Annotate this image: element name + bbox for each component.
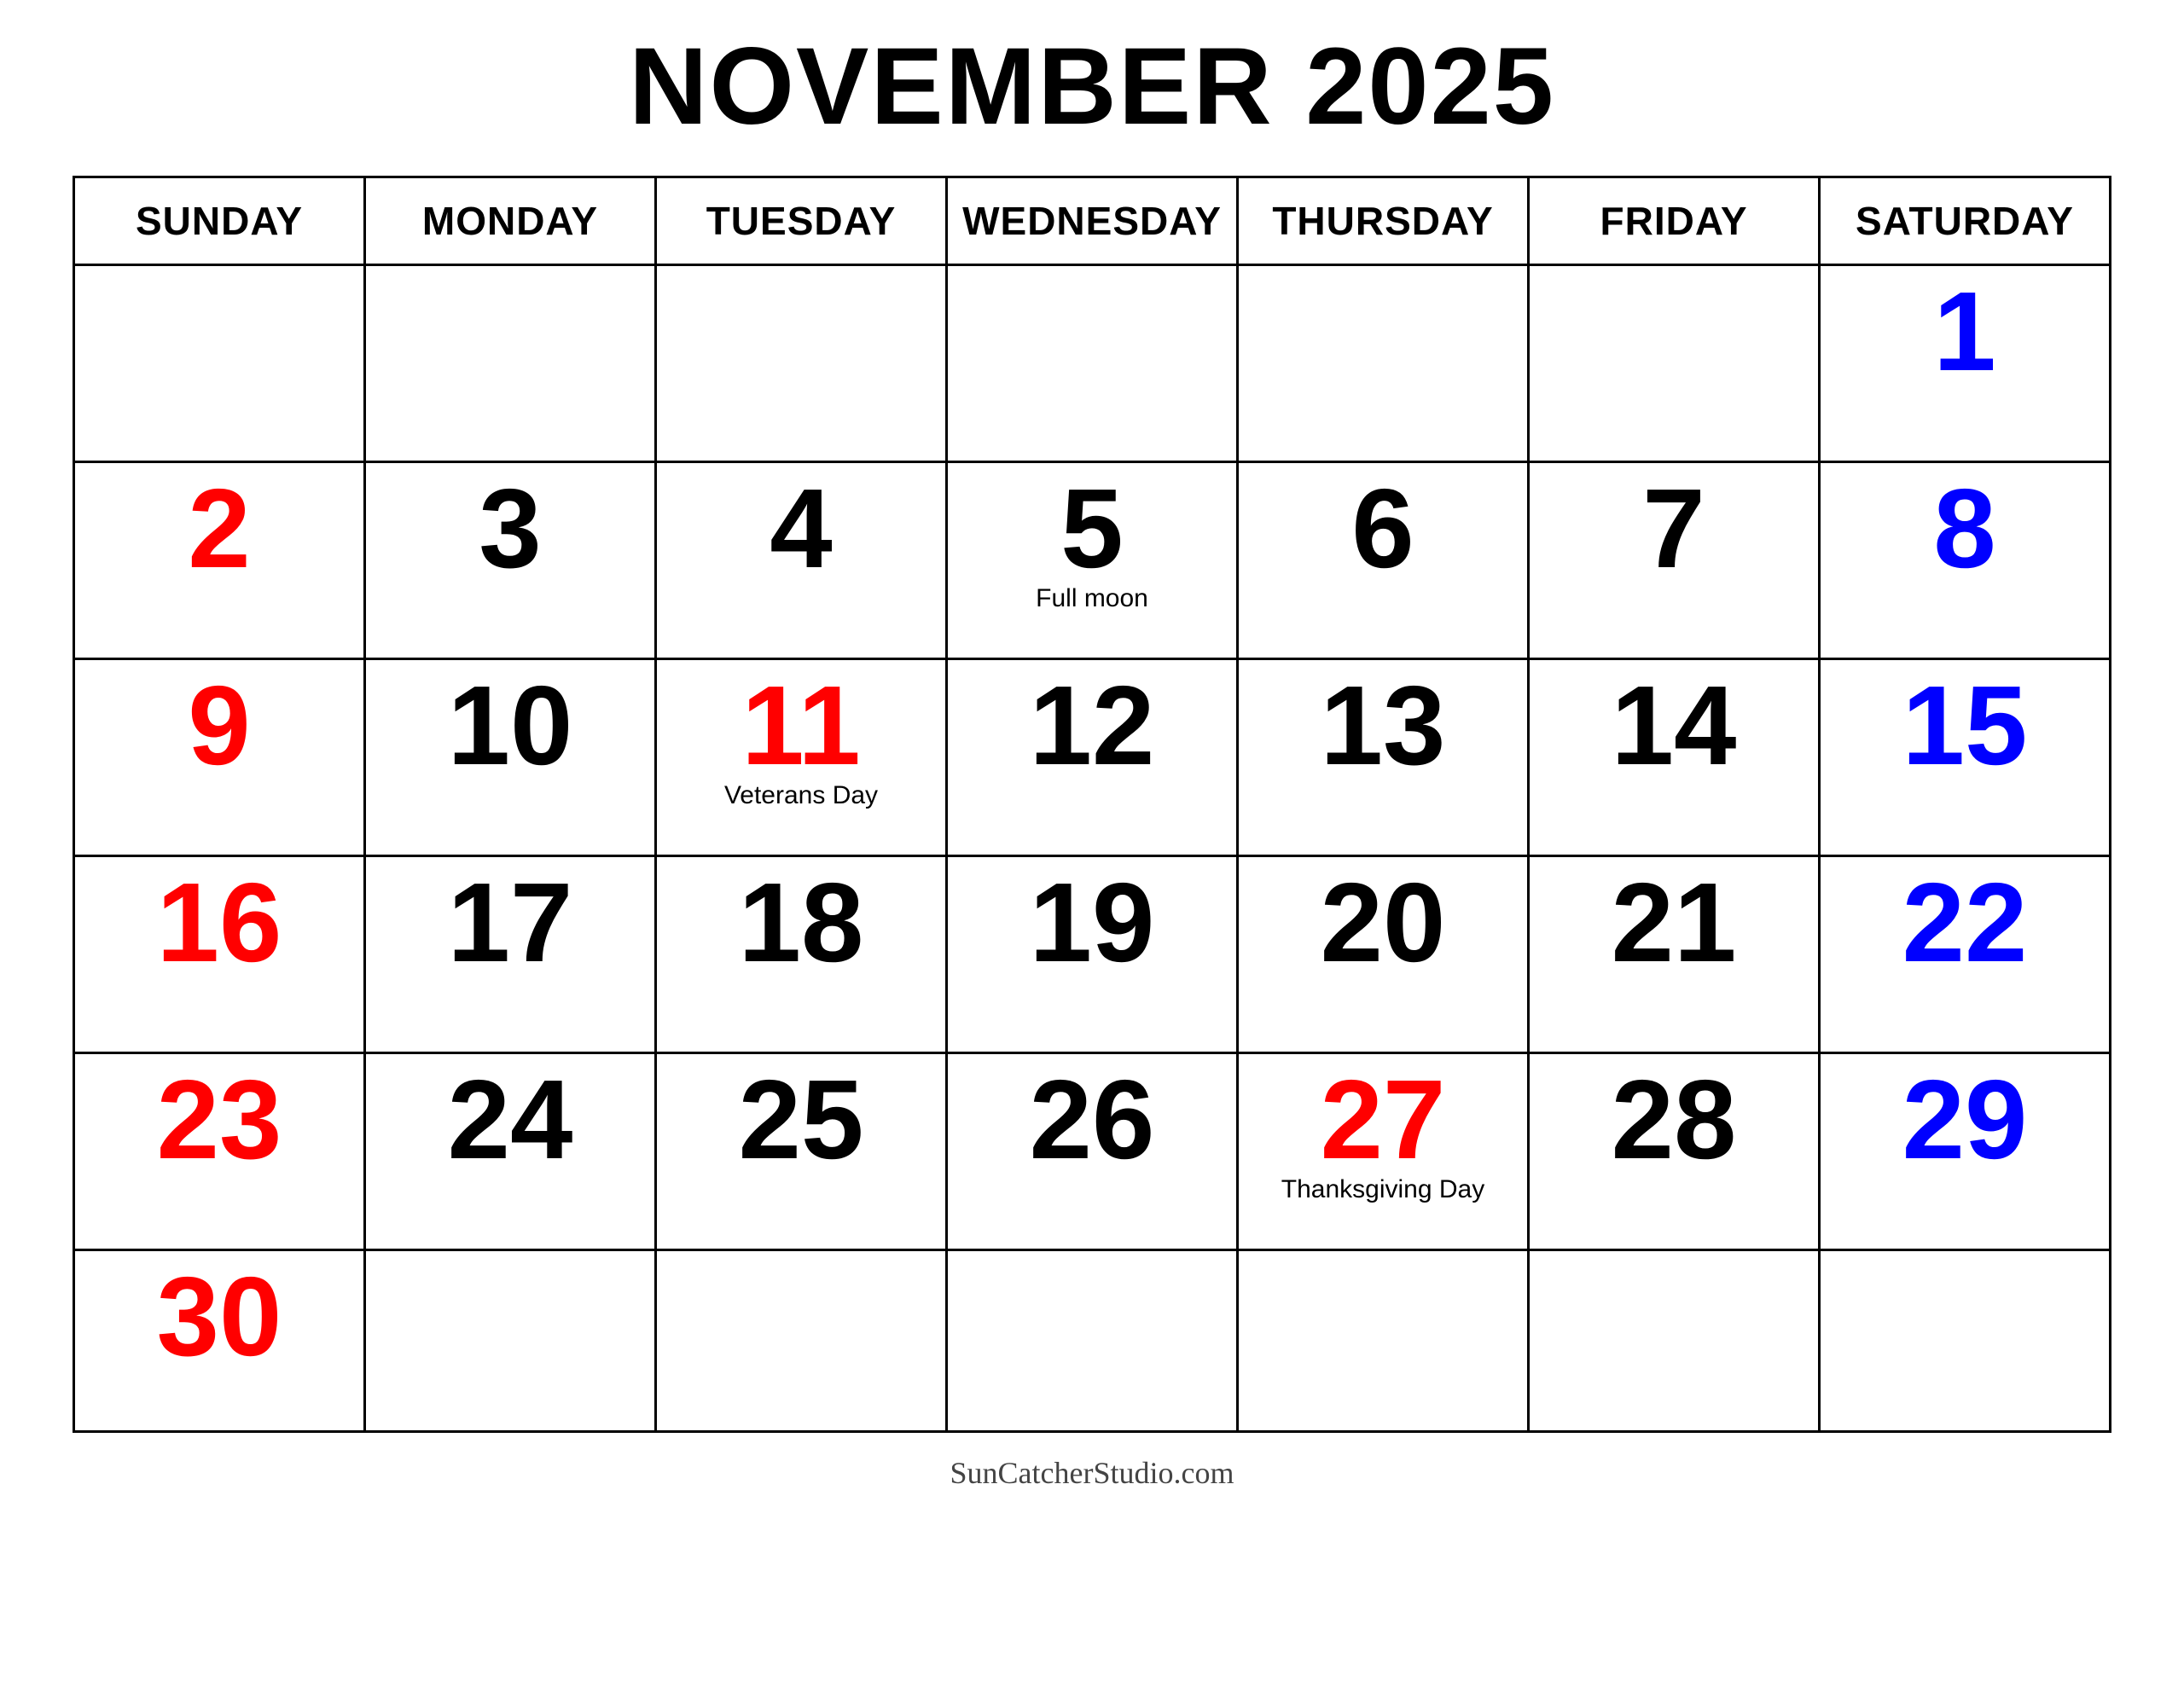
day-number: 19 (1029, 860, 1155, 985)
calendar-body (74, 265, 2111, 1432)
day-cell[interactable] (74, 1250, 365, 1432)
day-number: 26 (1029, 1057, 1155, 1182)
day-number: 29 (1902, 1057, 2028, 1182)
weekday-header-wednesday: WEDNESDAY (947, 177, 1238, 265)
day-number: 15 (1902, 663, 2028, 788)
day-cell[interactable] (1820, 462, 2111, 659)
calendar-week-row (74, 659, 2111, 856)
day-note: Thanksgiving Day (1281, 1174, 1485, 1203)
day-number: 27 (1320, 1057, 1446, 1182)
day-number: 20 (1320, 860, 1446, 985)
day-cell[interactable] (365, 265, 656, 462)
day-number: 7 (1642, 466, 1705, 591)
day-cell[interactable] (656, 1053, 947, 1250)
day-cell[interactable] (74, 659, 365, 856)
day-cell[interactable] (947, 265, 1238, 462)
day-number: 22 (1902, 860, 2028, 985)
day-cell[interactable] (1529, 856, 1820, 1053)
day-cell[interactable] (74, 462, 365, 659)
day-number: 4 (770, 466, 833, 591)
day-number: 8 (1933, 466, 1996, 591)
day-cell[interactable] (1238, 1250, 1529, 1432)
weekday-header-sunday: SUNDAY (74, 177, 365, 265)
day-cell[interactable] (1820, 856, 2111, 1053)
day-number: 1 (1933, 269, 1996, 394)
day-number: 18 (738, 860, 864, 985)
day-number: 25 (738, 1057, 864, 1182)
day-cell[interactable] (1820, 1250, 2111, 1432)
day-number: 16 (156, 860, 282, 985)
day-note: Full moon (1036, 583, 1148, 612)
weekday-header-thursday: THURSDAY (1238, 177, 1529, 265)
day-number: 6 (1351, 466, 1414, 591)
day-cell[interactable] (1529, 1250, 1820, 1432)
day-cell[interactable] (1529, 1053, 1820, 1250)
day-note: Veterans Day (723, 780, 879, 809)
day-number: 5 (1060, 466, 1124, 591)
day-cell[interactable] (1529, 659, 1820, 856)
day-cell[interactable] (947, 1250, 1238, 1432)
day-number: 9 (188, 663, 251, 788)
weekday-header-saturday: SATURDAY (1820, 177, 2111, 265)
day-cell[interactable] (1529, 462, 1820, 659)
day-cell[interactable] (947, 1053, 1238, 1250)
day-number: 14 (1611, 663, 1737, 788)
day-cell[interactable] (74, 856, 365, 1053)
day-number: 30 (156, 1254, 282, 1379)
site-credit: SunCatcherStudio.com (950, 1456, 1234, 1490)
day-cell[interactable] (1238, 856, 1529, 1053)
calendar-table (73, 176, 2111, 1433)
day-cell[interactable] (1820, 265, 2111, 462)
day-cell[interactable] (656, 462, 947, 659)
day-number: 28 (1611, 1057, 1737, 1182)
day-number: 3 (479, 466, 542, 591)
day-cell[interactable] (1238, 462, 1529, 659)
day-number: 21 (1611, 860, 1737, 985)
day-cell[interactable] (947, 462, 1238, 659)
calendar-week-row (74, 1053, 2111, 1250)
day-cell[interactable] (656, 265, 947, 462)
weekday-header-friday: FRIDAY (1529, 177, 1820, 265)
day-cell[interactable] (1238, 265, 1529, 462)
weekday-header-tuesday: TUESDAY (656, 177, 947, 265)
day-cell[interactable] (365, 856, 656, 1053)
calendar-header-row (74, 177, 2111, 265)
calendar-week-row (74, 1250, 2111, 1432)
day-number: 23 (156, 1057, 282, 1182)
day-number: 11 (741, 663, 861, 788)
page-title: NOVEMBER 2025 (629, 26, 1555, 148)
day-cell[interactable] (365, 1053, 656, 1250)
calendar-container (73, 142, 2111, 1491)
day-cell[interactable] (365, 659, 656, 856)
day-cell[interactable] (656, 659, 947, 856)
day-number: 2 (188, 466, 251, 591)
day-number: 24 (447, 1057, 573, 1182)
day-number: 10 (447, 663, 573, 788)
day-number: 13 (1320, 663, 1446, 788)
day-cell[interactable] (1238, 1053, 1529, 1250)
day-number: 12 (1029, 663, 1155, 788)
day-cell[interactable] (1529, 265, 1820, 462)
calendar-week-row (74, 462, 2111, 659)
day-cell[interactable] (74, 265, 365, 462)
day-cell[interactable] (656, 1250, 947, 1432)
day-number: 17 (447, 860, 573, 985)
day-cell[interactable] (365, 1250, 656, 1432)
day-cell[interactable] (947, 856, 1238, 1053)
day-cell[interactable] (1820, 1053, 2111, 1250)
day-cell[interactable] (1238, 659, 1529, 856)
day-cell[interactable] (365, 462, 656, 659)
day-cell[interactable] (74, 1053, 365, 1250)
day-cell[interactable] (1820, 659, 2111, 856)
day-cell[interactable] (947, 659, 1238, 856)
calendar-week-row (74, 856, 2111, 1053)
calendar-week-row (74, 265, 2111, 462)
weekday-header-monday: MONDAY (365, 177, 656, 265)
day-cell[interactable] (656, 856, 947, 1053)
